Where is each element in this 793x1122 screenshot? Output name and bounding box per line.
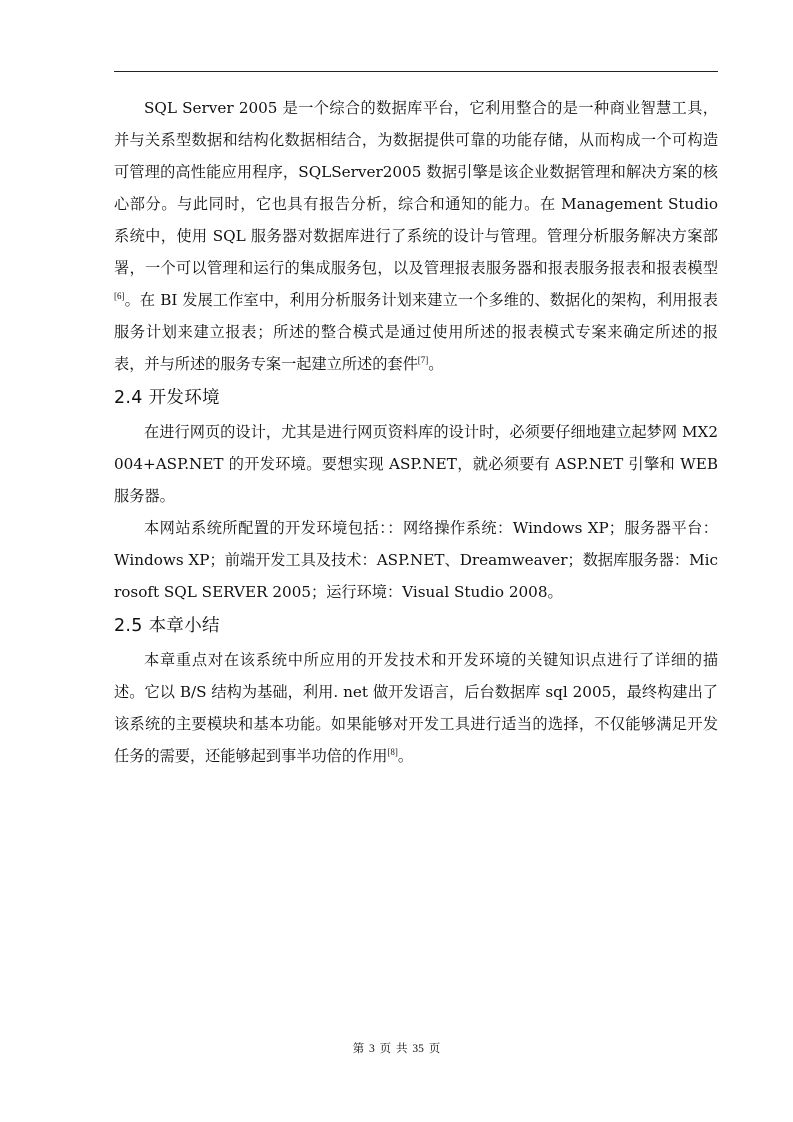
citation-7: [7] — [417, 354, 429, 365]
paragraph-sql-server-text: SQL Server 2005 是一个综合的数据库平台，它利用整合的是一种商业智慧工具，并与关系型数据和结构化数据相结合，为数据提供可靠的功能存储，从而构成一个可构造可管理的高性能应用程序，SQLServer2005 数据引擎是该企业数据管理和解决方案的核心部分。与此同时，它也具有报告分析，综合和通知的能力。在 Management Studio 系统中，使用 SQL 服务器对数据库进行了系统的设计与管理。管理分析服务解决方案部署，一个可以管理和运行的集成服务包，以及管理报表服务器和报表服务报表和报表模型 — [114, 99, 718, 277]
section-heading-2-4: 2.4 开发环境 — [114, 388, 220, 408]
paragraph-chapter-summary-end: 。 — [397, 747, 414, 765]
section-heading-2-5: 2.5 本章小结 — [114, 616, 220, 636]
paragraph-sql-server-end: 。 — [428, 355, 444, 373]
paragraph-sql-server — [114, 92, 718, 380]
paragraph-dev-env-intro: 在进行网页的设计，尤其是进行网页资料库的设计时，必须要仔细地建立起梦网 MX2004+ASP.NET 的开发环境。要想实现 ASP.NET，就必须要有 ASP.NET 引擎和 WEB 服务器。 — [114, 423, 718, 505]
citation-6: [6] — [114, 290, 125, 301]
page-number-footer: 第 3 页 共 35 页 — [352, 1043, 441, 1055]
paragraph-sql-server-text-2: 。在 BI 发展工作室中，利用分析服务计划来建立一个多维的、数据化的架构，利用报表服务计划来建立报表；所述的整合模式是通过使用所述的报表模式专案来确定所述的报表，并与所述的服务专案一起建立所述的套件 — [114, 291, 718, 373]
paragraph-chapter-summary-text: 本章重点对在该系统中所应用的开发技术和开发环境的关键知识点进行了详细的描述。它以 B/S 结构为基础，利用. net 做开发语言，后台数据库 sql 2005，最终构建出了该系统的主要模块和基本功能。如果能够对开发工具进行适当的选择，不仅能够满足开发任务的需要，还能够起到事半功倍的作用 — [114, 651, 718, 765]
header-rule — [114, 71, 718, 72]
document-body — [114, 92, 718, 772]
paragraph-dev-env-config: 本网站系统所配置的开发环境包括：：网络操作系统：Windows XP；服务器平台：Windows XP；前端开发工具及技术：ASP.NET、Dreamweaver；数据库服务器：Microsoft SQL SERVER 2005；运行环境：Visual Studio 2008。 — [114, 519, 718, 601]
citation-8: [8] — [387, 746, 398, 757]
paragraph-chapter-summary — [114, 644, 718, 772]
